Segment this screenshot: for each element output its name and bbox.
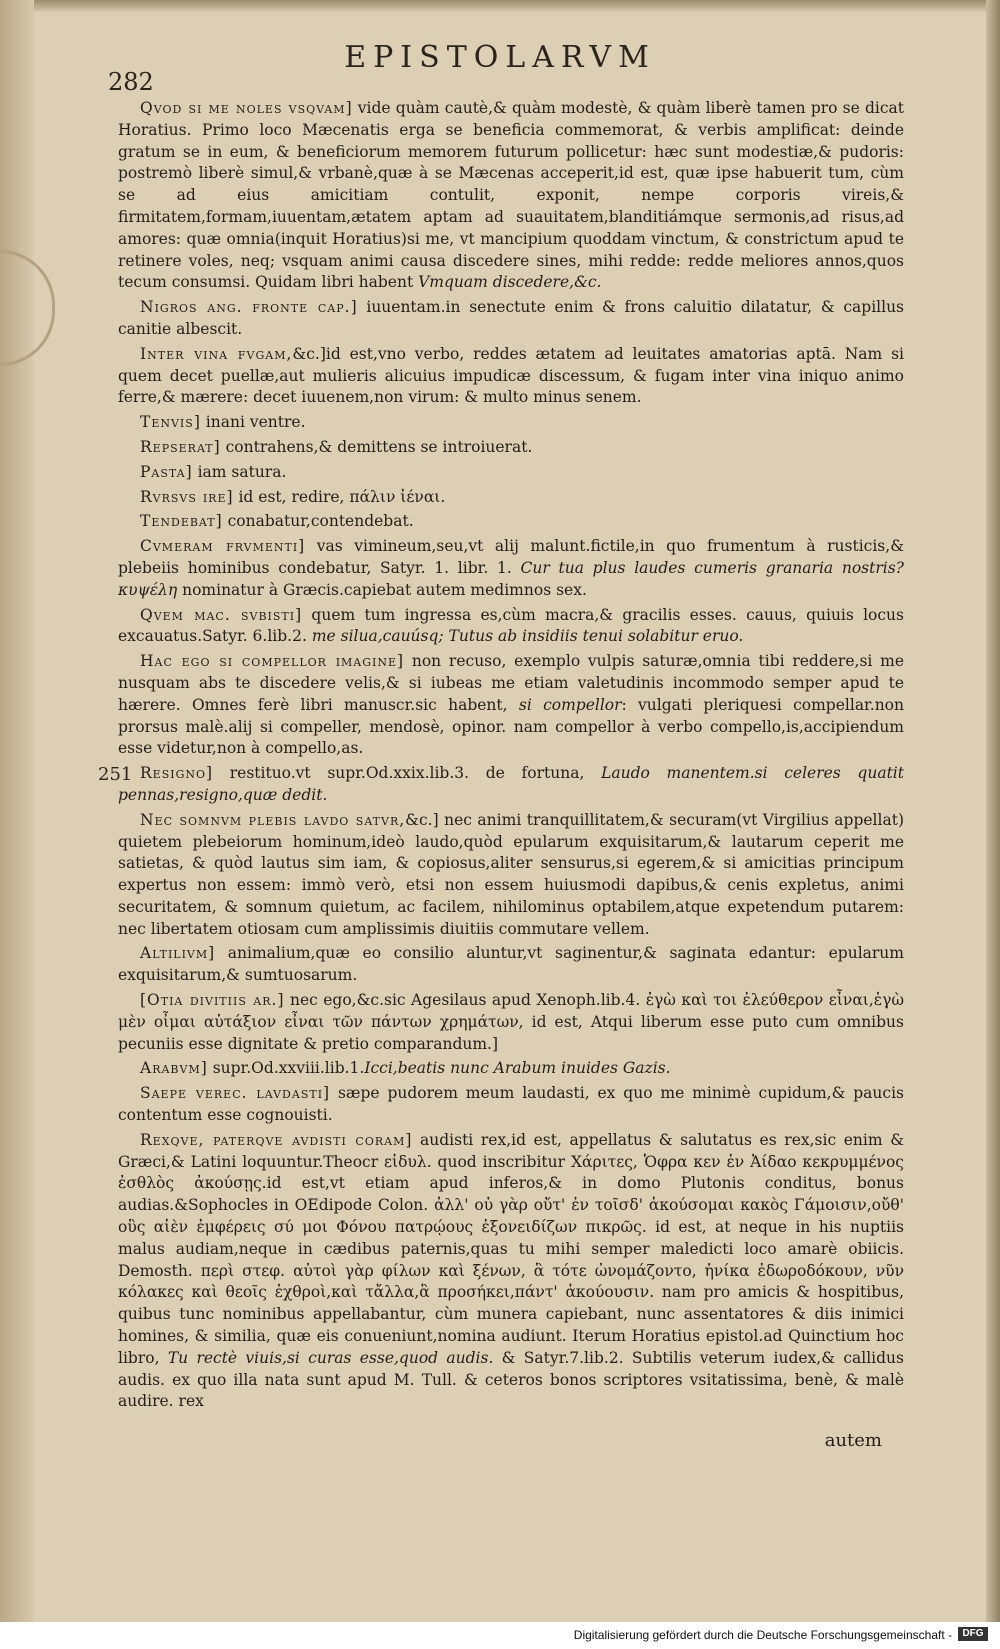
- lemma: Hac ego si compellor imagine]: [140, 652, 405, 671]
- lemma: Inter vina fvgam,: [140, 344, 293, 363]
- paragraph-text: &c.]id est,vno verbo, reddes ætatem ad leuitates amatorias aptā. Nam si quem decet puellæ,aut mulieris alicuius impudicæ discessum, & fugam inter vina iniquo animo ferre,& mærere: decet iuuenem,non virum: & multo minus senem.: [118, 344, 904, 407]
- commentary-paragraph: [118, 536, 904, 601]
- footer-credit: Digitalisierung gefördert durch die Deutsche Forschungsgemeinschaft -: [573, 1628, 952, 1642]
- dfg-logo-icon: DFG: [958, 1627, 988, 1641]
- paragraph-text: inani ventre.: [200, 413, 306, 432]
- paragraph-text: audisti rex,id est, appellatus & salutatus es rex,sic enim & Græci,& Latini loquuntur.Theocr εἰδυλ. quod inscribitur Χάριτες, Ὁφρα κεν ἐν Ἀίδαο κεκρυμμένος ἐσθλὸς ἀκούσῃς.id est,vt etiam apud inferos,& in domo Plutonis conditus, bonus audias.&Sophocles in OEdipode Colon. ἀλλ' οὐ γὰρ οὔτ' ἐν τοῖσδ' ἀκούσομαι κακὸς Γάμοισιν,οὔθ' οὓς αἰὲν ἐμφέρεις σύ μοι Φόνου πατρῴους ἐξονειδίζων πικρῶς. id est, at neque in his nuptiis malus audiam,neque in cædibus paternis,quas tu mihi semper maledicti loco amarè obiicis. Demosth. περὶ στεφ. αὐτοὶ γὰρ φίλων καὶ ξένων, ἃ τότε ὠνομάζοντο, ἡνίκα ἐδωροδόκουν, νῦν κόλακες καὶ θεοῖς ἐχθροὶ,καὶ τἄλλα,ἃ προσήκει,πάντ' ἀκούουσιν. nam pro amicis & hospitibus, quibus tunc nominibus appellabantur, cùm munera capiebant, nunc assentatores & diis inimici homines, & similia, quæ eis conueniunt,nomina audiunt. Iterum Horatius epistol.ad Quinctium hoc libro,: [118, 1130, 904, 1367]
- commentary-paragraph: [118, 605, 904, 649]
- binding-clasp-mark: [0, 250, 55, 366]
- page-gutter: [0, 0, 34, 1649]
- quotation: Cur tua plus laudes cumeris granaria nostris? κυψέλη: [118, 558, 904, 599]
- page-edge: [986, 0, 1000, 1649]
- lemma: Tendebat]: [140, 512, 223, 531]
- lemma: Tenvis]: [140, 413, 201, 432]
- lemma: Resigno]: [140, 764, 214, 783]
- commentary-paragraph: [118, 651, 904, 760]
- quotation: me silua,cauúsq; Tutus ab insidiis tenui solabitur eruo.: [311, 627, 744, 646]
- lemma: Pasta]: [140, 462, 193, 481]
- commentary-body: [118, 98, 904, 1416]
- lemma: Nec somnvm plebis lavdo satvr,: [140, 810, 406, 829]
- paragraph-text: quem tum ingressa es,cùm macra,& gracilis esses. cauus, quiuis locus excauatus.Satyr. 6.lib.2.: [118, 605, 904, 646]
- commentary-paragraph: [118, 437, 904, 459]
- commentary-paragraph: [118, 1058, 904, 1080]
- lemma: Repserat]: [140, 437, 221, 456]
- running-title: EPISTOLARVM: [344, 40, 656, 75]
- page-top-shadow: [0, 0, 1000, 12]
- lemma: Nigros ang. fronte cap.]: [140, 298, 358, 317]
- paragraph-text: iam satura.: [192, 462, 287, 481]
- commentary-paragraph: [118, 462, 904, 484]
- paragraph-text: vide quàm cautè,& quàm modestè, & quàm liberè tamen pro se dicat Horatius. Primo loco Mæcenatis erga se beneficia commemorat, & verbis amplificat: deinde gratum se in eum, & beneficiorum memorem futurum pollicetur: hæc sunt modestiæ,& pudoris: postremò liberè simul,& vrbanè,quæ à se Mæcenas acceperit,id est, quæ ipse habuerit tum, cùm se ad eius amicitiam contulit, exponit, nempe corporis vireis,& firmitatem,formam,iuuentam,ætatem aptam ad suauitatem,blanditiámque sermonis,ad risus,ad amores: quæ omnia(inquit Horatius)si me, vt mancipium quoddam vinctum, & constrictum apud te retinere voles, neq; vsquam animi causa discedere sines, mihi redde: redde meliores annos,quos tecum consumsi. Quidam libri habent: [118, 99, 904, 292]
- paragraph-text: restituo.vt supr.Od.xxix.lib.3. de fortuna,: [213, 764, 602, 783]
- commentary-paragraph: [118, 98, 904, 294]
- paragraph-text: & Satyr.7.lib.2. Subtilis veterum iudex,& callidus audis. ex quo illa nata sunt apud M. Tull. & ceteros bonos scriptores vsitatissima, benè, & malè audire. rex: [118, 1348, 904, 1411]
- lemma: [Otia divitiis ar.]: [140, 991, 285, 1010]
- lemma: Rvrsvs ire]: [140, 487, 234, 506]
- paragraph-text: id est, redire, πάλιν ἰέναι.: [233, 487, 446, 506]
- commentary-paragraph: [118, 943, 904, 987]
- paragraph-text: nec ego,&c.sic Agesilaus apud Xenoph.lib.4. ἐγὼ καὶ τοι ἐλεύθερον εἶναι,ἐγὼ μὲν οἶμαι αὐτάξιον εἶναι τῶν πάντων χρημάτων, id est, Atqui liberum esse puto cum omnibus pecuniis esse dignitate & pretio comparandum.]: [118, 991, 905, 1053]
- lemma: Arabvm]: [140, 1059, 208, 1078]
- margin-note: 251: [98, 764, 133, 785]
- paragraph-text: : vulgati pleriquesi compellar.non prorsus malè.alij si compeller, mendosè, opinor. nam compellor à verbo compello,is,accipiendum esse videtur,non à compello,as.: [118, 695, 904, 758]
- commentary-paragraph: [118, 487, 904, 509]
- lemma: Cvmeram frvmenti]: [140, 537, 306, 556]
- lemma: Qvod si me noles vsqvam]: [140, 99, 353, 117]
- paragraph-text: sæpe pudorem meum laudasti, ex quo me minimè cupidum,& paucis contentum esse cognouisti.: [118, 1084, 904, 1125]
- lemma: Saepe verec. lavdasti]: [140, 1084, 331, 1103]
- paragraph-text: contrahens,& demittens se introiuerat.: [220, 437, 533, 456]
- quotation: Laudo manentem.si celeres quatit pennas,resigno,quæ dedit.: [118, 764, 904, 804]
- lemma: Rexqve, paterqve avdisti coram]: [140, 1130, 413, 1149]
- paragraph-text: iuuentam.in senectute enim & frons caluitio dilatatur, & capillus canitie albescit.: [118, 298, 904, 338]
- paragraph-text: conabatur,contendebat.: [222, 512, 414, 531]
- quotation: Vmquam discedere,&c.: [418, 273, 602, 292]
- commentary-paragraph: [118, 990, 904, 1055]
- paragraph-text: vas vimineum,seu,vt alij malunt.fictile,in quo frumentum à rusticis,& plebeiis hominibus condebatur, Satyr. 1. libr. 1.: [118, 537, 904, 577]
- commentary-paragraph: [118, 1130, 904, 1413]
- commentary-paragraph: [118, 763, 904, 807]
- commentary-paragraph: [118, 412, 904, 434]
- digitization-footer: [0, 1622, 1000, 1649]
- paragraph-text: nominatur à Græcis.capiebat autem medimnos sex.: [177, 580, 587, 599]
- commentary-paragraph: [118, 297, 904, 341]
- quotation: si compellor: [518, 695, 622, 714]
- commentary-paragraph: [118, 344, 904, 409]
- paragraph-text: animalium,quæ eo consilio aluntur,vt saginentur,& saginata edantur: epularum exquisitarum,& sumtuosarum.: [118, 944, 904, 985]
- lemma: Altilivm]: [140, 944, 216, 963]
- commentary-paragraph: [118, 511, 904, 533]
- commentary-paragraph: [118, 810, 904, 941]
- catchword: autem: [824, 1430, 882, 1451]
- page-number: 282: [108, 68, 154, 96]
- commentary-paragraph: [118, 1083, 904, 1127]
- lemma: Qvem mac. svbisti]: [140, 605, 303, 624]
- quotation: Icci,beatis nunc Arabum inuides Gazis.: [364, 1059, 671, 1078]
- paragraph-text: supr.Od.xxviii.lib.1.: [207, 1059, 365, 1078]
- paragraph-text: non recuso, exemplo vulpis saturæ,omnia tibi reddere,si me nusquam abs te discedere velis,& si iubeas me etiam valetudinis incommodo semper apud te hærere. Omnes ferè libri manuscr.sic habent,: [118, 652, 904, 714]
- paragraph-text: &c.] nec animi tranquillitatem,& securam(vt Virgilius appellat) quietem plebeiorum hominum,ideò laudo,quòd epularum exquisitarum,& lautarum ceperit me satietas, & quòd lautus sim iam, & copiosus,aliter sensurus,si egerem,& si amicitias principum expertus non essem: immò verò, etsi non essem huiusmodi dapibus,& cenis expletus, animi securitatem, & somnum quietum, ac facilem, nihilominus optabilem,atque expetendum putarem: nec libertatem otiosam cum amplissimis diuitiis commutare vellem.: [118, 810, 904, 938]
- quotation: Tu rectè viuis,si curas esse,quod audis.: [167, 1348, 494, 1367]
